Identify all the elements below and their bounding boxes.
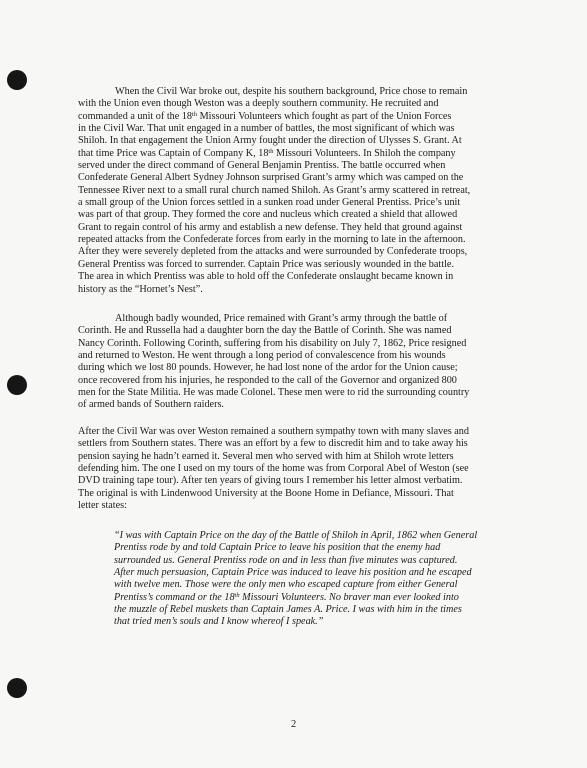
text-line: Prentiss rode by and told Captain Price to leave his position that the enemy had — [114, 542, 441, 554]
text-line: men for the State Militia. He was made Colonel. These men were to rid the surrounding country — [78, 387, 470, 399]
text-line: Confederate General Albert Sydney Johnson surprised Grant’s army which was camped on the — [78, 172, 464, 184]
text-line: letter states: — [78, 500, 127, 512]
binder-hole-bottom — [7, 678, 27, 698]
text-line: defending him. The one I used on my tours of the home was from Corporal Abel of Weston (see — [78, 463, 469, 475]
text-line: during which we lost 80 pounds. However, he had lost none of the ardor for the Union cause; — [78, 362, 458, 374]
text-line: commanded a unit of the 18th Missouri Volunteers which fought as part of the Union Forces — [78, 110, 452, 122]
paragraph-1 — [78, 86, 502, 296]
paragraph-2 — [78, 313, 502, 412]
text-line: General Prentiss was forced to surrender. Captain Price was seriously wounded in the battle. — [78, 258, 454, 270]
text-line: settlers from Southern states. There was an effort by a few to discredit him and to take away his — [78, 438, 468, 450]
text-line: The area in which Prentiss was able to hold off the Confederate onslaught became known in — [78, 271, 454, 283]
letter-quote — [114, 530, 514, 629]
text-line: “I was with Captain Price on the day of the Battle of Shiloh in April, 1862 when General — [114, 530, 478, 541]
text-line: with twelve men. Those were the only men who escaped capture from either General — [114, 579, 458, 591]
text-line: Although badly wounded, Price remained with Grant’s army through the battle of — [115, 313, 448, 324]
text-line: The original is with Lindenwood University at the Boone Home in Defiance, Missouri. That — [78, 487, 454, 499]
text-line: Tennessee River next to a small rural church named Shiloh. As Grant’s army scattered in retreat, — [78, 184, 471, 196]
text-line: that time Price was Captain of Company K, 18th Missouri Volunteers. In Shiloh the company — [78, 147, 456, 159]
text-line: was part of that group. They formed the core and nucleus which created a shield that allowed — [78, 209, 458, 221]
text-line: After the Civil War was over Weston remained a southern sympathy town with many slaves and — [78, 426, 469, 437]
paragraph-3 — [78, 426, 502, 512]
text-line: repeated attacks from the Confederate forces from early in the morning to late in the afternoon. — [78, 234, 466, 246]
text-line: Corinth. He and Russella had a daughter born the day the Battle of Corinth. She was named — [78, 325, 452, 337]
text-line: with the Union even though Weston was a deeply southern community. He recruited and — [78, 98, 439, 110]
text-line: When the Civil War broke out, despite his southern background, Price chose to remain — [115, 86, 468, 97]
text-line: surrounded us. General Prentiss rode on and in less than five minutes was captured. — [114, 554, 458, 566]
text-line: and returned to Weston. He went through a long period of convalescence from his wounds — [78, 350, 446, 362]
page-number: 2 — [291, 719, 297, 730]
text-line: that tried men’s souls and I know whereof I speak.” — [114, 616, 324, 628]
text-line: of armed bands of Southern raiders. — [78, 399, 224, 411]
text-line: Grant to regain control of his army and establish a new defense. They held that ground against — [78, 221, 463, 233]
text-line: Nancy Corinth. Following Corinth, suffering from his disability on July 7, 1862, Price resigned — [78, 337, 467, 349]
text-line: a small group of the Union forces settled in a sunken road under General Prentiss. Price’s unit — [78, 197, 461, 209]
text-line: once recovered from his injuries, he responded to the call of the Governor and organized 800 — [78, 374, 457, 386]
text-line: history as the “Hornet’s Nest”. — [78, 283, 203, 295]
binder-hole-top — [7, 70, 27, 90]
text-line: Prentiss’s command or the 18th Missouri Volunteers. No braver man ever looked into — [114, 591, 459, 603]
text-line: served under the direct command of General Benjamin Prentiss. The battle occurred when — [78, 160, 446, 172]
text-line: After they were severely depleted from the attacks and were surrounded by Confederate troops, — [78, 246, 468, 258]
text-line: After much persuasion, Captain Price was induced to leave his position and he escaped — [114, 567, 472, 579]
text-line: the muzzle of Rebel muskets than Captain James A. Price. I was with him in the times — [114, 604, 462, 616]
text-line: pension saying he hadn’t earned it. Several men who served with him at Shiloh wrote letters — [78, 450, 454, 462]
text-line: DVD training tape tour). After ten years of giving tours I remember his letter almost verbatim. — [78, 475, 463, 487]
binder-hole-middle — [7, 375, 27, 395]
text-line: in the Civil War. That unit engaged in a number of battles, the most significant of which was — [78, 123, 455, 135]
text-line: Shiloh. In that engagement the Union Army fought under the direction of Ulysses S. Grant. At — [78, 135, 462, 147]
